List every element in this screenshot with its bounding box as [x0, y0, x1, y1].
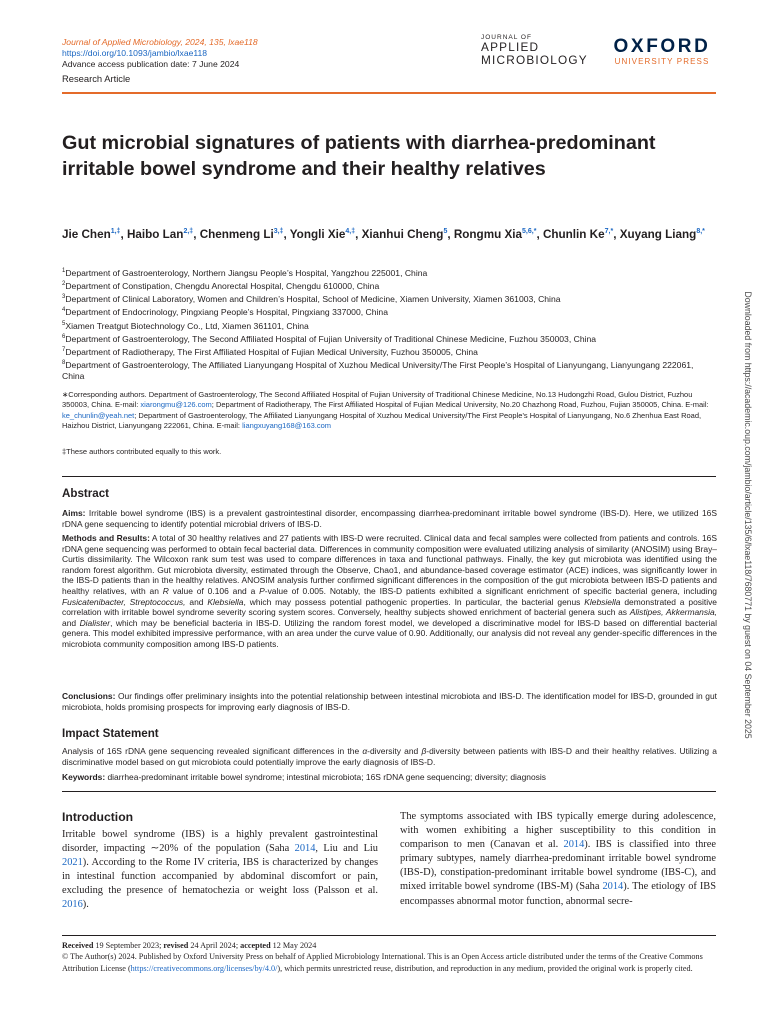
body-text: ). The etiology of IBS encompasses abnormal motor function, abnormal secre-	[400, 881, 717, 907]
journal-logo-line1: JOURNAL OF	[481, 34, 532, 41]
genus-name: Fusicatenibacter, Streptococcus,	[62, 596, 186, 607]
methods-text: -value of 0.005. Notably, the IBS-D patients exhibited a significant enrichment of specific bacterial genera, including	[264, 585, 717, 596]
impact-text: α	[362, 746, 368, 756]
author-affiliation-ref[interactable]: 5,6,*	[522, 228, 537, 235]
advance-access-date: Advance access publication date: 7 June 2024	[62, 59, 240, 69]
keywords-text: diarrhea-predominant irritable bowel syndrome; intestinal microbiota; 16S rDNA gene sequencing; diversity; diagnosis	[105, 772, 546, 782]
license-link[interactable]: https://creativecommons.org/licenses/by/4.0/	[130, 963, 278, 973]
genus-name: Klebsiella	[584, 596, 621, 607]
keywords	[62, 772, 717, 783]
author-name: Yongli Xie	[289, 227, 346, 241]
history-label: Received	[62, 941, 94, 950]
author-affiliation-ref[interactable]: 8,*	[696, 228, 705, 235]
affiliation-number: 6	[62, 333, 66, 340]
author-name: Jie Chen	[62, 227, 111, 241]
author-name: Xianhui Cheng	[361, 227, 444, 241]
keywords-label: Keywords:	[62, 772, 106, 782]
journal-logo-line2: APPLIED	[481, 40, 540, 54]
author-affiliation-ref[interactable]: 1,‡	[110, 228, 121, 235]
author-affiliation-ref[interactable]: 7,*	[604, 228, 614, 235]
citation-link[interactable]: 2014	[294, 843, 316, 855]
author-name: Haibo Lan	[126, 227, 184, 241]
body-text: ). According to the Rome IV criteria, IBS is characterized by changes in intestinal function accompanied by abdominal discomfort or pain, excluding the presence of hematochezia or weight loss (Palsson et al.	[62, 857, 378, 897]
introduction-paragraph-1	[62, 828, 378, 913]
author-list: Jie Chen$^{1,\ddagger}$, Haibo Lan$^{2,\ddagger}$, Chenmeng $Li^{3,\ddagger}$, Yongli Xie$^{4,\ddagger}$, Xianhui Cheng$^5$, Rongmu Xia$^{5,6,*}$, Chunlin $Ke^{7,*}$, Xuyang Liang$^{8,*}$	[62, 227, 705, 241]
affiliation-number: 8	[62, 360, 66, 367]
affiliation-number: 5	[62, 320, 66, 327]
history-date: 12 May 2024	[270, 941, 317, 950]
affiliation-number: 1	[62, 268, 66, 274]
article-history	[62, 940, 717, 951]
equal-contribution-note: ‡These authors contributed equally to this work.	[62, 447, 222, 456]
conclusions-text: Our findings offer preliminary insights into the potential relationship between intestinal microbiota and IBS-D. The identification model for IBS-D, grounded in gut microbiota, holds promising prospects for improving early diagnosis of IBS-D.	[62, 691, 717, 712]
article-type: Research Article	[62, 73, 131, 84]
doi-link[interactable]: https://doi.org/10.1093/jambio/lxae118	[62, 48, 208, 58]
affiliation-text: Department of Gastroenterology, The Affiliated Lianyungang Hospital of Xuzhou Medical University/The First People’s Hospital of Lianyungang, Lianyungang 222061, China	[62, 359, 694, 382]
abstract-aims	[62, 508, 717, 529]
methods-text: value of 0.106 and a	[168, 585, 260, 596]
aims-label: Aims:	[62, 508, 86, 518]
abstract-conclusions	[62, 691, 717, 712]
affiliation-item	[62, 305, 717, 318]
affiliation-number: 7	[62, 346, 66, 353]
affiliation-text: Department of Constipation, Chengdu Anorectal Hospital, Chengdu 610000, China	[65, 281, 380, 292]
author-name: Xuyang Liang	[619, 227, 697, 241]
affiliation-item	[62, 319, 717, 332]
journal-citation: Journal of Applied Microbiology, 2024, 135, lxae118	[62, 37, 258, 47]
history-label: accepted	[240, 941, 271, 950]
citation-link[interactable]: 2016	[62, 899, 83, 911]
aims-text: Irritable bowel syndrome (IBS) is a prevalent gastrointestinal disorder, encompassing diarrhea-predominant irritable bowel syndrome (IBS-D). Here, we utilized 16S rDNA gene sequencing to identify potential microbial drivers of IBS-D.	[62, 508, 717, 529]
history-date: 19 September 2023;	[93, 941, 164, 950]
affiliation-item	[62, 358, 717, 382]
history-label: revised	[163, 941, 189, 950]
methods-text: P	[259, 585, 265, 596]
affiliation-list	[62, 266, 717, 383]
methods-label: Methods and Results:	[62, 533, 150, 543]
citation-link[interactable]: 2021	[62, 857, 83, 869]
affiliation-text: Department of Gastroenterology, The Second Affiliated Hospital of Fujian University of Traditional Chinese Medicine, Fuzhou 350003, China	[65, 333, 597, 344]
author-affiliation-ref[interactable]: 2,‡	[183, 228, 194, 235]
impact-text: -diversity between patients with IBS-D and their healthy relatives. Utilizing a discriminative model based on gut microbiota could potentially improve the early diagnosis of IBS-D.	[62, 746, 717, 767]
affiliation-text: Xiamen Treatgut Biotechnology Co., Ltd, Xiamen 361101, China	[65, 320, 309, 331]
affiliation-item	[62, 332, 717, 345]
affiliation-number: 3	[62, 294, 66, 301]
email-link[interactable]: ke_chunlin@yeah.net	[62, 410, 135, 420]
publisher-logo-line1: OXFORD	[613, 36, 711, 57]
footer-divider	[62, 935, 716, 936]
impact-text: β	[421, 746, 427, 756]
abstract-bottom-divider	[62, 791, 716, 792]
copyright-notice	[62, 951, 717, 974]
journal-logo-line3: MICROBIOLOGY	[481, 52, 588, 67]
affiliation-item	[62, 292, 717, 305]
publisher-logo	[608, 37, 716, 67]
correspondence-text: ∗Corresponding authors. Department of Gastroenterology, The Second Affiliated Hospital of Fujian University of Traditional Chinese Medicine, No.13 Hudongzhi Road, Gulou District, Fuzhou 350003, China. E-mail:	[62, 390, 693, 410]
affiliation-text: Department of Clinical Laboratory, Women and Children’s Hospital, School of Medicine, Xiamen University, Xiamen 361003, China	[65, 294, 561, 305]
correspondence-text: ; Department of Radiotherapy, The First Affiliated Hospital of Fujian Medical University, No.20 Chazhong Road, Fuzhou, Fujian 350005, China. E-mail:	[211, 400, 709, 410]
methods-text: R	[162, 585, 169, 596]
methods-text: , which may be beneficial bacteria in IBS-D. Utilizing the random forest model, we developed a discriminative model for IBS-D based on differential bacterial genera. This model exhibited impressive performance, with an area under the curve value of 0.90. Additionally, our analysis did not reveal any gender-specific differences in the microbiota community composition among IBS-D patients.	[62, 617, 717, 649]
journal-logo	[481, 34, 599, 72]
abstract-top-divider	[62, 476, 716, 477]
download-watermark-text: Downloaded from https://academic.oup.com/jambio/article/135/6/lxae118/7680771 by guest on 04 September 2025	[743, 291, 753, 739]
history-date: 24 April 2024;	[188, 941, 241, 950]
article-footer	[62, 940, 717, 974]
affiliation-text: Department of Gastroenterology, Northern Jiangsu People’s Hospital, Yangzhou 225001, China	[65, 267, 428, 278]
citation-link[interactable]: 2014	[563, 839, 585, 851]
body-text: Irritable bowel syndrome (IBS) is a highly prevalent gastrointestinal disorder, impacting ∼20% of the population (Saha	[62, 829, 378, 855]
copyright-text: ), which permits unrestricted reuse, distribution, and reproduction in any medium, provided the original work is properly cited.	[277, 963, 693, 973]
affiliation-text: Department of Endocrinology, Pingxiang People’s Hospital, Pingxiang 337000, China	[65, 307, 388, 318]
email-link[interactable]: liangxuyang168@163.com	[242, 420, 332, 430]
email-link[interactable]: xiarongmu@126.com	[140, 400, 212, 410]
header-divider	[62, 92, 716, 94]
abstract-methods-results	[62, 533, 717, 650]
impact-statement-heading: Impact Statement	[62, 727, 159, 740]
methods-text: A total of 30 healthy relatives and 27 patients with IBS-D were recruited. Clinical data and fecal samples were collected from patients and controls. 16S rDNA gene sequencing was performed to obtain fecal bacterial data. Differences in community composition were evaluated utilizing analysis of similarity (ANOSIM) using Bray–Curtis dissimilarity. The Wilcoxon rank sum test was used to compare differences in taxa and functional pathways. Finally, the key gut microbiota was identified using the random forest algorithm. Gut microbiota diversity, estimated through the Observe, Chao1, and abundance-based coverage estimator (ACE) indices, was significantly lower in the IBS-D patients than in the healthy relatives. ANOSIM analysis further confirmed significant differences in the composition of the gut microbiota between IBS-D patients and healthy relatives, with an	[62, 533, 717, 596]
author-affiliation-ref[interactable]: 5	[443, 228, 448, 235]
methods-text: and	[185, 596, 208, 607]
abstract-heading: Abstract	[62, 487, 110, 500]
introduction-heading: Introduction	[62, 810, 134, 824]
author-affiliation-ref[interactable]: 3,‡	[273, 228, 284, 235]
citation-link[interactable]: 2014	[602, 881, 624, 893]
methods-text: demonstrated a positive correlation with irritable bowel syndrome severity scoring system scores. Conversely, healthy subjects showed enrichment of bacterial genera such as	[62, 596, 717, 618]
author-name: Rongmu Xia	[453, 227, 523, 241]
body-text: ). IBS is classified into three primary subtypes, namely diarrhea-predominant irritable bowel syndrome (IBS-D), constipation-predominant irritable bowel syndrome (IBS-C), and mixed irritable bowel syndrome (IBS-M) (Saha	[400, 839, 716, 893]
affiliation-item	[62, 279, 717, 292]
introduction-paragraph-2	[400, 810, 716, 909]
affiliation-number: 4	[62, 307, 66, 314]
impact-text: Analysis of 16S rDNA gene sequencing revealed significant differences in the	[62, 746, 363, 756]
body-text: , Liu and Liu	[315, 843, 378, 855]
impact-statement-text	[62, 746, 717, 767]
body-text: The symptoms associated with IBS typically emerge during adolescence, with women exhibiting a higher susceptibility to this condition in comparison to men (Canavan et al.	[400, 811, 716, 851]
article-title: Gut microbial signatures of patients with diarrhea-predominant irritable bowel syndrome and their healthy relatives	[62, 132, 656, 180]
download-watermark	[742, 250, 754, 780]
methods-text: , which may possess potential pathogenic properties. In particular, the bacterial genus	[243, 596, 585, 607]
methods-text: and	[62, 617, 80, 628]
correspondence-note	[62, 390, 717, 431]
genus-name: Dialister	[79, 617, 111, 628]
body-text: ).	[82, 899, 89, 911]
affiliation-item	[62, 345, 717, 358]
impact-text: -diversity and	[367, 746, 422, 756]
author-affiliation-ref[interactable]: 4,‡	[345, 228, 356, 235]
author-name: Chenmeng Li	[199, 227, 274, 241]
affiliation-item	[62, 266, 717, 279]
affiliation-text: Department of Radiotherapy, The First Affiliated Hospital of Fujian Medical University, Fuzhou 350005, China	[65, 346, 478, 357]
genus-name: Klebsiella	[207, 596, 244, 607]
publisher-logo-line2: UNIVERSITY PRESS	[614, 57, 710, 66]
copyright-text: © The Author(s) 2024. Published by Oxford University Press on behalf of Applied Microbiology International. This is an Open Access article distributed under the terms of the Creative Commons Attribution License (	[62, 952, 703, 973]
author-name: Chunlin Ke	[542, 227, 605, 241]
genus-name: Alistipes, Akkermansia,	[629, 607, 718, 618]
affiliation-number: 2	[62, 281, 66, 288]
conclusions-label: Conclusions:	[62, 691, 116, 701]
correspondence-text: ; Department of Gastroenterology, The Affiliated Lianyungang Hospital of Xuzhou Medical University/The First People’s Hospital of Lianyungang, No.6 Zhenhua East Road, Haizhou District, Lianyungang 222061, China. E-mail:	[62, 410, 702, 430]
